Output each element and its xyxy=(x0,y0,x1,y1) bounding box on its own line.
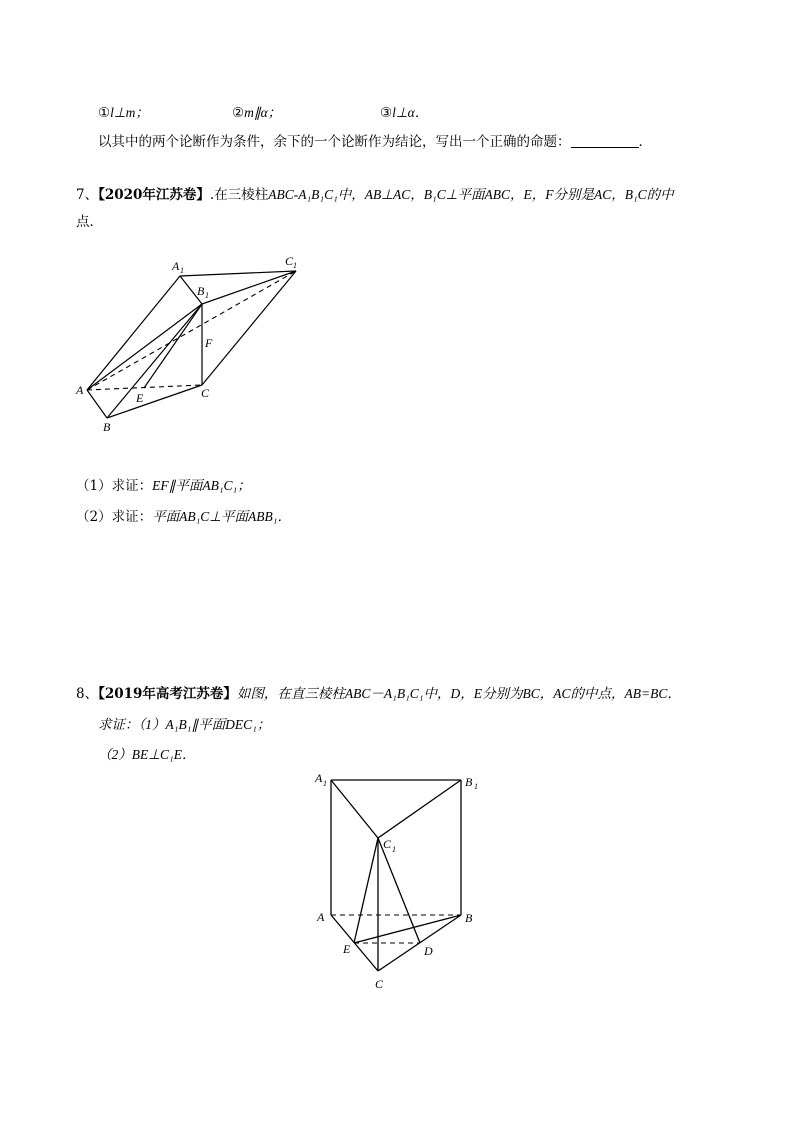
q8-number: 8、 xyxy=(76,686,99,702)
label-c1-sub: 1 xyxy=(293,261,297,270)
option-text: m∥α； xyxy=(244,105,282,120)
label-b: B xyxy=(465,911,473,925)
label-c1: C xyxy=(285,254,294,268)
label-a1-sub: 1 xyxy=(323,779,327,788)
q7-part1-label: （1）求证： xyxy=(76,478,153,494)
q8-part1: 求证：（1）A₁B₁∥平面DEC₁； xyxy=(98,717,271,732)
instruction-end: ． xyxy=(638,134,652,150)
q7-stem-line2: 点． xyxy=(76,214,103,230)
option-number: ② xyxy=(232,105,245,121)
label-b1-sub: 1 xyxy=(474,782,478,791)
label-d: D xyxy=(424,944,433,958)
label-b1: B xyxy=(197,284,205,298)
label-b1: B xyxy=(465,775,473,789)
q8-source: 【2019年高考江苏卷】 xyxy=(98,686,237,702)
option-number: ③ xyxy=(380,105,393,121)
label-a1-sub: 1 xyxy=(180,266,184,275)
label-a1: A xyxy=(315,771,323,785)
option-text: l⊥α． xyxy=(392,105,429,120)
option-number: ① xyxy=(98,105,111,121)
edge-a1c1 xyxy=(331,780,378,838)
label-c1-sub: 1 xyxy=(392,845,396,854)
instruction-text: 以其中的两个论断作为条件，余下的一个论断作为结论，写出一个正确的命题： xyxy=(98,134,571,150)
option-text: l⊥m； xyxy=(110,105,149,120)
label-e: E xyxy=(136,391,144,405)
label-a: A xyxy=(317,910,325,924)
q7-part1-body: EF∥平面AB₁C₁； xyxy=(152,478,251,493)
label-a1: A xyxy=(172,259,180,273)
q7-source: 【2020年江苏卷】 xyxy=(98,187,210,203)
label-b: B xyxy=(103,420,111,434)
label-f: F xyxy=(205,336,213,350)
label-e: E xyxy=(343,942,351,956)
edge-c1e xyxy=(354,838,378,943)
label-c: C xyxy=(201,386,210,400)
q7-part2-label: （2）求证： xyxy=(76,509,153,525)
label-c1: C xyxy=(383,837,392,851)
q8-part2: （2）BE⊥C₁E． xyxy=(98,747,196,762)
label-c: C xyxy=(375,977,384,991)
q7-stem-prefix: .在三棱柱 xyxy=(209,187,269,203)
label-b1-sub: 1 xyxy=(205,291,209,300)
edge-b1c1 xyxy=(378,780,461,838)
q7-part2-body: 平面AB₁C⊥平面ABB₁． xyxy=(152,509,291,524)
edge-eb xyxy=(354,915,461,943)
q7-number: 7、 xyxy=(76,187,99,203)
label-a: A xyxy=(76,383,84,397)
q7-stem-body: ABC-A₁B₁C₁中，AB⊥AC，B₁C⊥平面ABC，E，F分别是AC，B₁C的中 xyxy=(268,187,674,202)
q8-stem-body: 如图，在直三棱柱ABC－A₁B₁C₁中，D，E分别为BC，AC的中点，AB=BC． xyxy=(236,686,681,701)
